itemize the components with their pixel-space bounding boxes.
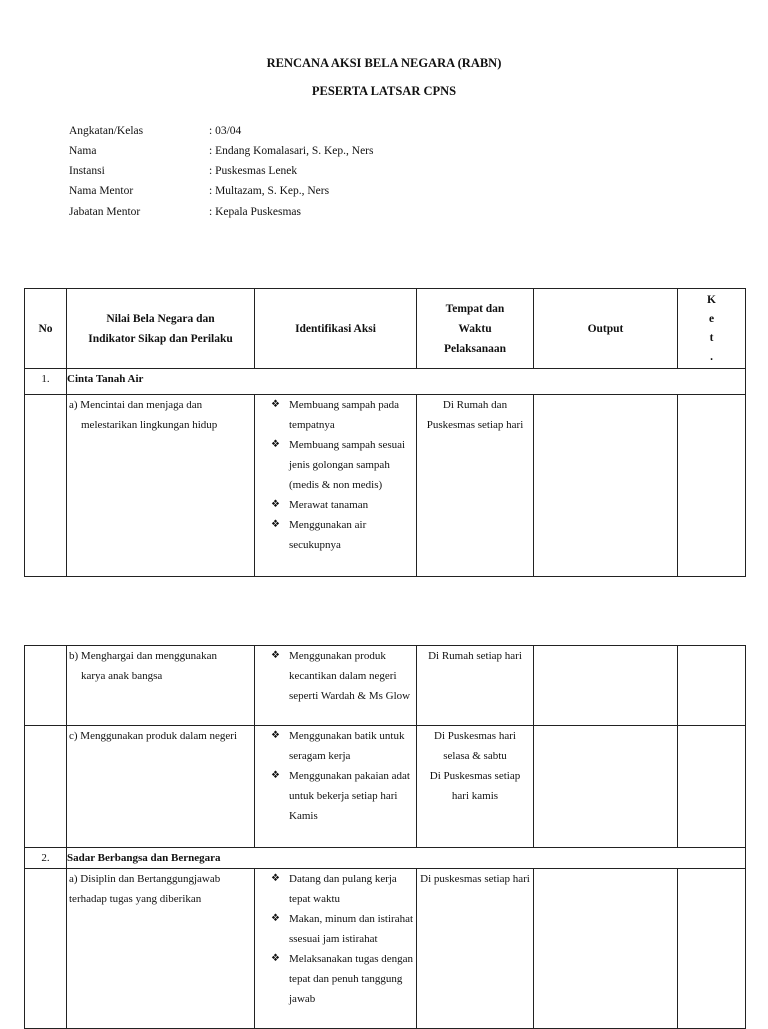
info-label-mentor: Nama Mentor	[69, 185, 134, 197]
output-cell	[534, 869, 678, 1029]
section-number: 2.	[25, 848, 67, 869]
output-cell	[534, 726, 678, 848]
info-label-angkatan: Angkatan/Kelas	[69, 125, 144, 137]
action-item: ❖ Membuang sampah pada tempatnya	[271, 395, 416, 435]
info-label-nama: Nama	[69, 145, 97, 157]
table-row	[25, 646, 746, 726]
header-ket: K e t .	[678, 289, 746, 369]
actions-cell	[255, 726, 417, 848]
place-cell: Di Rumah dan Puskesmas setiap hari	[417, 395, 534, 577]
section-title: Cinta Tanah Air	[67, 369, 746, 395]
action-item: ❖ Merawat tanaman	[271, 495, 416, 515]
header-no: No	[25, 289, 67, 369]
header-nilai: Nilai Bela Negara dan Indikator Sikap dan Perilaku	[67, 289, 255, 369]
place-cell: Di Rumah setiap hari	[417, 646, 534, 726]
section-number: 1.	[25, 369, 67, 395]
action-item: ❖ Datang dan pulang kerja tepat waktu	[271, 869, 416, 909]
actions-cell	[255, 395, 417, 577]
ket-cell	[678, 869, 746, 1029]
indicator-cell: a) Disiplin dan Bertanggungjawab terhadap tugas yang diberikan	[67, 869, 255, 1029]
table-row	[25, 869, 746, 1029]
header-aksi: Identifikasi Aksi	[255, 289, 417, 369]
actions-cell	[255, 869, 417, 1029]
indicator-cell: b) Menghargai dan menggunakan karya anak bangsa	[67, 646, 255, 726]
output-cell	[534, 646, 678, 726]
indicator-cell: a) Mencintai dan menjaga dan melestarikan lingkungan hidup	[67, 395, 255, 577]
section-row-sadar-berbangsa	[25, 848, 746, 869]
document-title: RENCANA AKSI BELA NEGARA (RABN)	[266, 56, 502, 70]
action-item: ❖ Menggunakan batik untuk seragam kerja	[271, 726, 416, 766]
action-item: ❖ Menggunakan pakaian adat untuk bekerja setiap hari Kamis	[271, 766, 416, 826]
indicator-cell: c) Menggunakan produk dalam negeri	[67, 726, 255, 848]
info-value-instansi: : Puskesmas Lenek	[209, 165, 298, 177]
place-cell: Di Puskesmas hari selasa & sabtu Di Puskesmas setiap hari kamis	[417, 726, 534, 848]
action-item: ❖ Menggunakan air secukupnya	[271, 515, 416, 555]
info-value-angkatan: : 03/04	[209, 125, 242, 137]
info-label-instansi: Instansi	[69, 165, 105, 177]
info-value-nama: : Endang Komalasari, S. Kep., Ners	[209, 145, 374, 157]
action-item: ❖ Melaksanakan tugas dengan tepat dan penuh tanggung jawab	[271, 949, 416, 1009]
document-subtitle: PESERTA LATSAR CPNS	[311, 84, 457, 98]
table-row	[25, 395, 746, 577]
output-cell	[534, 395, 678, 577]
section-row-cinta-tanah-air	[25, 369, 746, 395]
actions-cell	[255, 646, 417, 726]
header-tempat: Tempat dan Waktu Pelaksanaan	[417, 289, 534, 369]
action-item: ❖ Membuang sampah sesuai jenis golongan sampah (medis & non medis)	[271, 435, 416, 495]
action-item: ❖ Menggunakan produk kecantikan dalam negeri seperti Wardah & Ms Glow	[271, 646, 416, 706]
place-cell: Di puskesmas setiap hari	[417, 869, 534, 1029]
info-value-jabatan: : Kepala Puskesmas	[209, 206, 301, 218]
table-header-row	[25, 289, 746, 369]
info-value-mentor: : Multazam, S. Kep., Ners	[209, 185, 330, 197]
ket-cell	[678, 395, 746, 577]
ket-cell	[678, 726, 746, 848]
rabn-table-page-1	[24, 288, 746, 577]
section-title: Sadar Berbangsa dan Bernegara	[67, 848, 746, 869]
rabn-table-page-2	[24, 645, 746, 1029]
table-row	[25, 726, 746, 848]
header-output: Output	[534, 289, 678, 369]
ket-cell	[678, 646, 746, 726]
info-label-jabatan: Jabatan Mentor	[69, 206, 141, 218]
action-item: ❖ Makan, minum dan istirahat ssesuai jam istirahat	[271, 909, 416, 949]
